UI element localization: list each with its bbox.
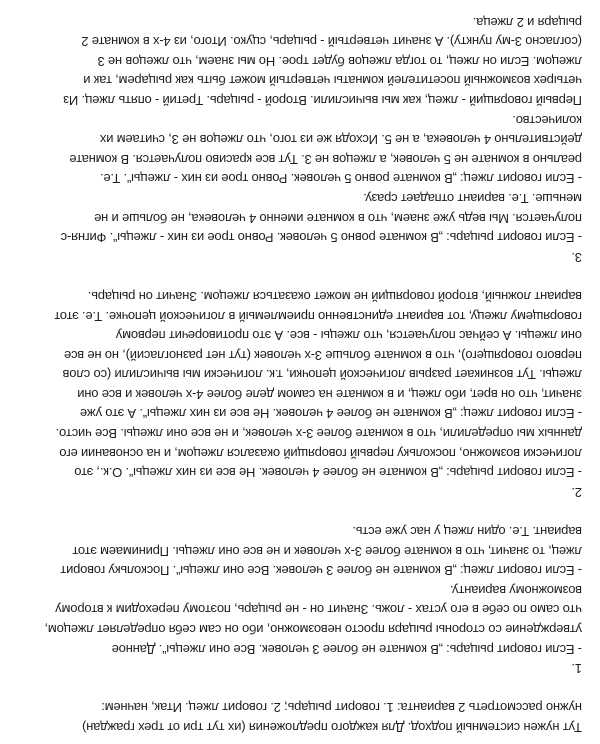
blank-line xyxy=(18,678,582,698)
text-line: лжец, то значит, что в комнате более 3-х человек и не все они лжецы. Принимаем этот xyxy=(72,543,582,559)
text-line: - Если говорит лжец: „В комнате не более 4 человек. Не все из них лжецы“. А это уже xyxy=(80,406,582,422)
text-line: Первый говорящий - лжец, как мы вычислили. Второй - рыцарь. Третий - опять лжец. Из xyxy=(63,92,582,108)
section-number: 1. xyxy=(571,661,582,677)
text-line: утверждение со стороны рыцаря просто невозможно, ибо он сам себя определяет лжецом, xyxy=(44,622,582,637)
text-line: лжецом. Если он лжец, то тогда лжецов будет трое. Но мы знаем, что лжецов не 3 xyxy=(97,53,582,69)
text-line: - Если говорит лжец: „В комнате ровно 5 человек. Ровно трое из них - лжецы“. Т.е. xyxy=(100,171,582,187)
text-line: значит, что он врет, ибо лжец, и в комнате на самом деле более 4-х человек и все они xyxy=(77,386,582,402)
rotated-document-text xyxy=(18,12,582,737)
text-line: - Если говорит рыцарь: „В комнате не более 3 человек. Все они лжецы“. Данное xyxy=(111,641,582,657)
section-number: 2. xyxy=(571,484,582,500)
text-line: четырех возможный посетителей комнаты четвертый может быть как рыцарем, так и xyxy=(83,73,582,89)
text-line: меньше. Т.е. вариант отпадает сразу. xyxy=(363,190,582,206)
text-line: логически возможно, поскольку первый говорящий оказался лжецом, и на основании его xyxy=(59,445,582,461)
text-line: действительно 4 человека, а не 5. Исходя же из того, что лжецов не 3, считаем их xyxy=(100,132,582,148)
intro-line: нужно рассмотреть 2 варианта: 1. говорит рыцарь; 2. говорит лжец. Итак, начнем: xyxy=(101,700,582,716)
text-line: они лжецы. А сейчас получается, что лжецы - все. А это противоречит первому xyxy=(115,328,582,344)
text-line: - Если говорит лжец: „В комнате не более 3 человек. Все они лжецы“. Поскольку говорит xyxy=(60,563,582,579)
text-line: данных мы определили, что в комнате более 3-х человек, и не все они лжецы. Все чисто. xyxy=(55,426,582,442)
text-line: возможному варианту. xyxy=(450,582,582,598)
text-line: количество. xyxy=(512,112,582,128)
text-line: лжецы. Тут возникает разрыв логической цепочки, т.к. логически мы вычислили (со слов xyxy=(62,367,582,383)
text-line: - Если говорит рыцарь: „В комнате не более 4 человек. Не все из них лжецы“. О.к., это xyxy=(74,465,582,481)
text-line: получается. Мы ведь уже знаем, что в комнате именно 4 человека, не больше и не xyxy=(94,210,582,226)
text-line: реально в комнате не 5 человек, а лжецов не 3. Тут все красиво получается. В комнате xyxy=(69,151,582,167)
text-line: первого говорящего), что в комнате больше 3-х человек (тут нет разногласий), но не все xyxy=(64,347,582,363)
text-line: что само по себе в его устах - ложь. Значит он - не рыцарь, поэтому переходим к второму xyxy=(55,602,582,618)
text-line: вариант ложный, второй говорящий не может оказаться лжецом. Значит он рыцарь. xyxy=(87,288,582,304)
section-number: 3. xyxy=(571,249,582,265)
text-line: (согласно 3-му пункту). А значит четвертый - рыцарь, сцуко. Итого, из 4-х в комнате 2 xyxy=(81,34,582,50)
text-line: говорящему лжецу, тот вариант единственно приемлемый в логической цепочке. Т.е. этот xyxy=(54,308,582,324)
blank-line xyxy=(18,267,582,287)
blank-line xyxy=(18,502,582,522)
text-line: - Если говорит рыцарь: „В комнате ровно 5 человек. Ровно трое из них - лжецы“. Фигня-с xyxy=(60,230,582,246)
intro-line: Тут нужен системный подход. Для каждого предложения (их тут три от трех граждан) xyxy=(82,719,582,735)
text-line: вариант. Т.е. один лжец у нас уже есть. xyxy=(352,524,582,540)
text-line: рыцаря и 2 лжеца. xyxy=(472,14,582,30)
